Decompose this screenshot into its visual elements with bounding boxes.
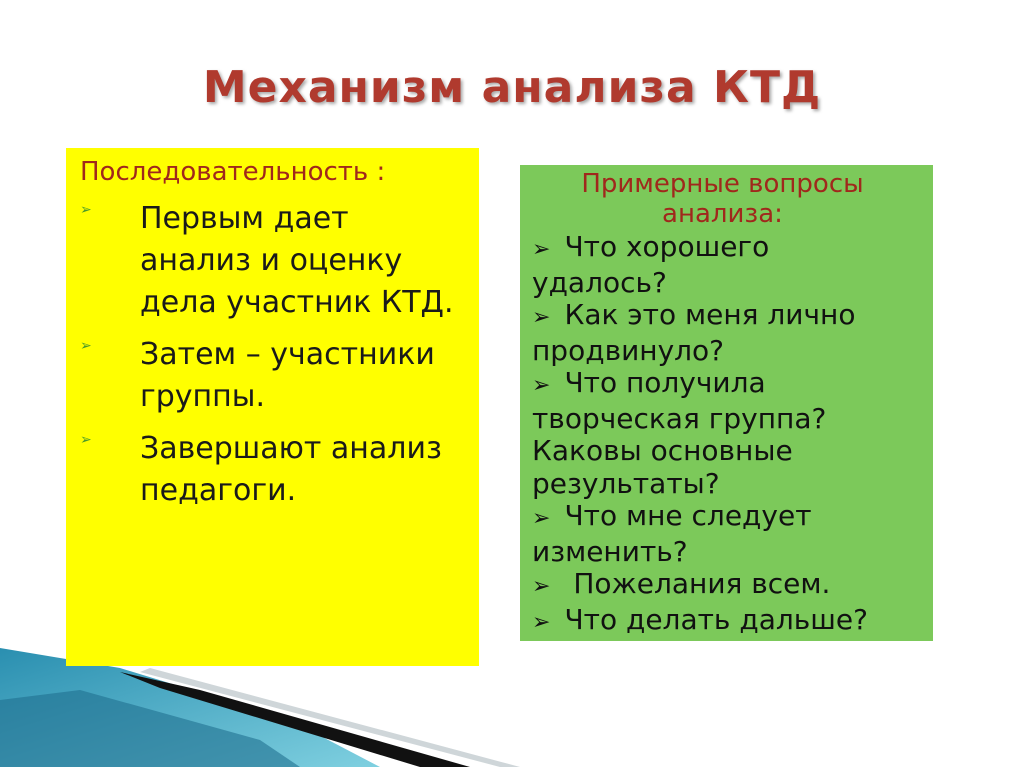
arrow-bullet-icon: ➢ <box>80 432 92 448</box>
arrow-bullet-icon: ➢ <box>80 202 92 218</box>
questions-heading: Примерные вопросы анализа: <box>581 169 864 229</box>
question-line: ➢ Что делать дальше? <box>532 602 868 636</box>
question-line: ➢ Что мне следует <box>532 499 812 532</box>
question-line: творческая группа? <box>532 401 827 435</box>
question-line: результаты? <box>532 466 720 500</box>
question-line: ➢ Что получила <box>532 366 766 399</box>
slide-title: Механизм анализа КТД <box>202 62 822 113</box>
question-line: Каковы основные <box>532 434 793 467</box>
sequence-list <box>80 198 465 512</box>
sequence-panel <box>66 148 479 666</box>
arrow-bullet-icon: ➢ <box>532 305 551 330</box>
questions-list <box>532 231 923 639</box>
list-item <box>80 428 465 512</box>
question-line: ➢ Что хорошего <box>532 230 770 263</box>
questions-panel <box>520 165 933 641</box>
list-item-text: Завершают анализ педагоги. <box>140 431 442 508</box>
arrow-bullet-icon: ➢ <box>532 373 551 398</box>
list-item <box>80 198 465 324</box>
arrow-bullet-icon: ➢ <box>80 338 92 354</box>
question-line: ➢ Пожелания всем. <box>532 567 831 600</box>
arrow-bullet-icon: ➢ <box>532 574 551 599</box>
sequence-heading: Последовательность : <box>80 157 386 187</box>
list-item-text: Затем – участники группы. <box>140 337 435 414</box>
arrow-bullet-icon: ➢ <box>532 237 551 262</box>
question-line: ➢ Как это меня лично <box>532 298 856 331</box>
question-line: удалось? <box>532 265 667 299</box>
question-line: изменить? <box>532 534 688 568</box>
arrow-bullet-icon: ➢ <box>532 609 551 635</box>
list-item-text: Первым дает анализ и оценку дела участник КТД. <box>140 201 454 320</box>
arrow-bullet-icon: ➢ <box>532 506 551 531</box>
list-item <box>80 334 465 418</box>
question-line: продвинуло? <box>532 333 725 367</box>
